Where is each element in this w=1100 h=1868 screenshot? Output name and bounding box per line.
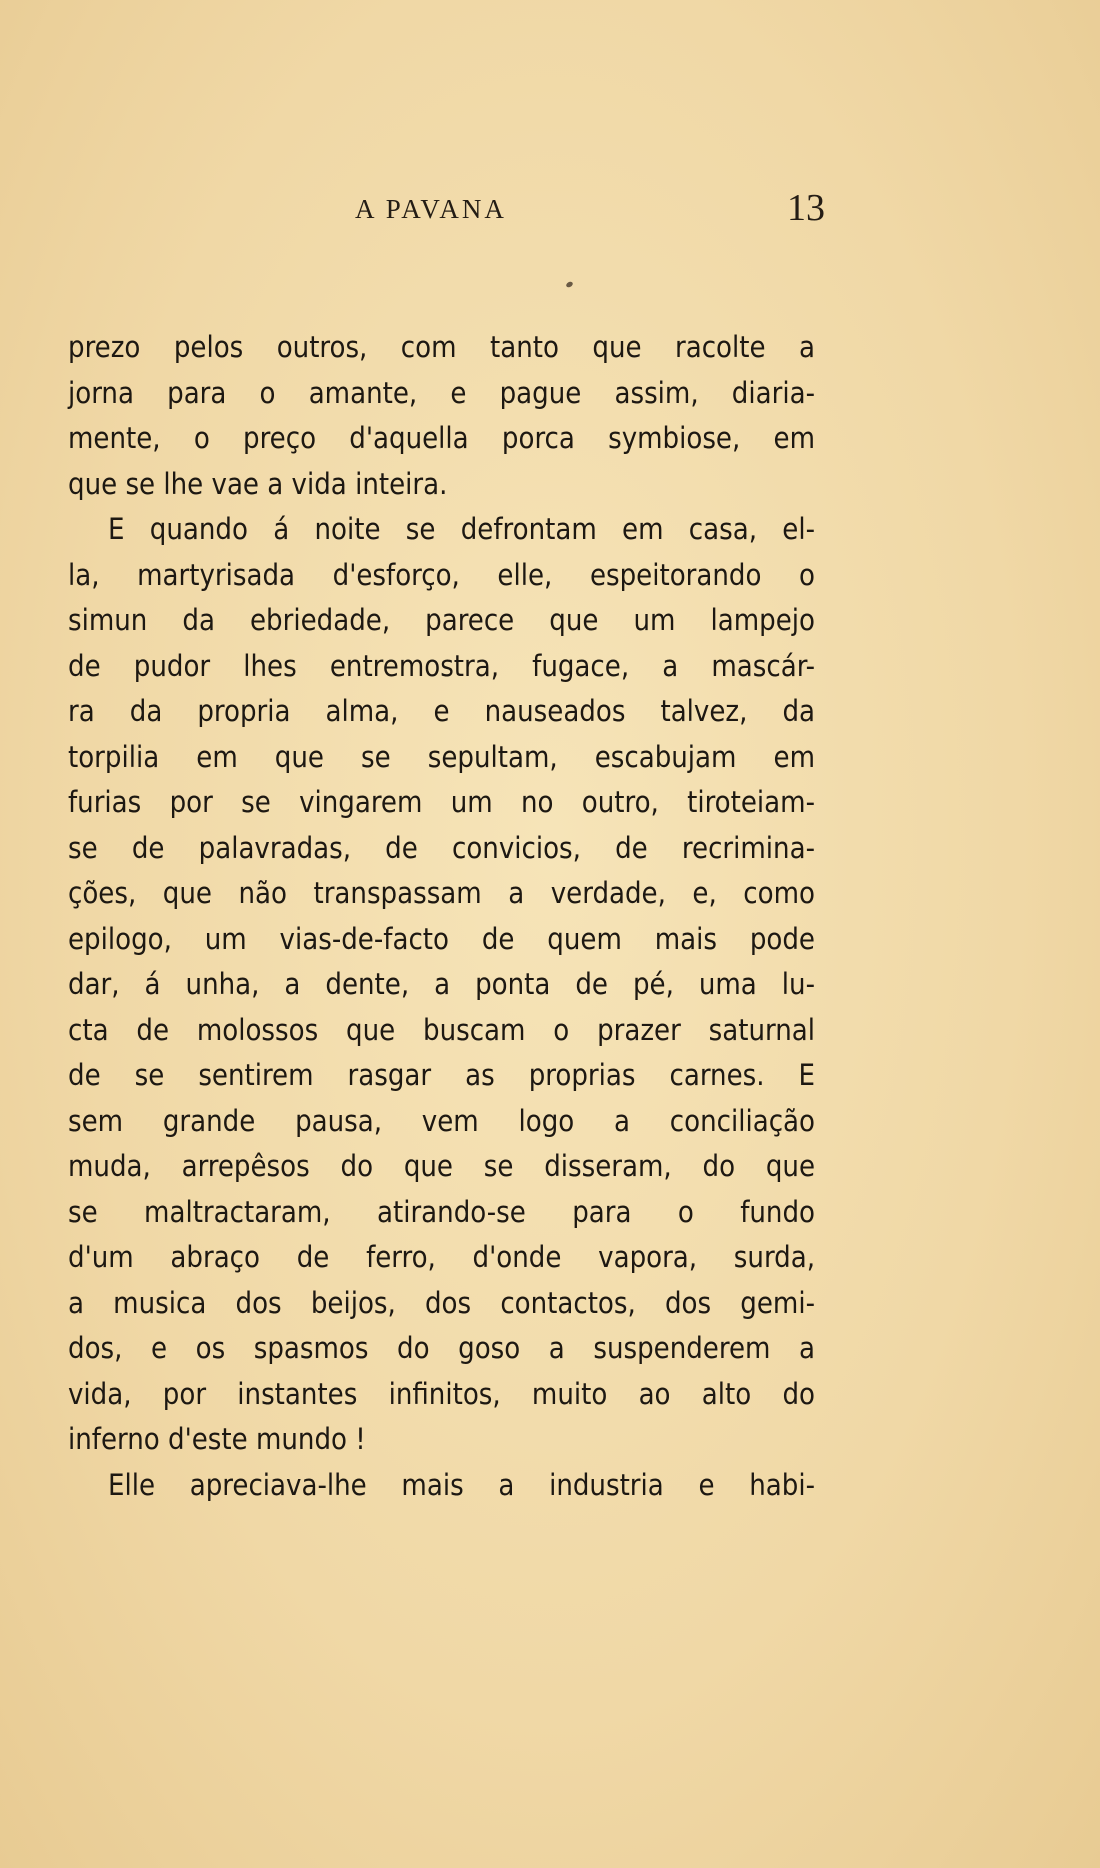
text-line: la, martyrisada d'esforço, elle, espeitorando o <box>68 557 815 592</box>
text-line: vida, por instantes infinitos, muito ao alto do <box>68 1376 815 1411</box>
text-line: epilogo, um vias-de-facto de quem mais pode <box>68 921 815 956</box>
text-line: se de palavradas, de convicios, de recrimina- <box>68 830 815 865</box>
page-header <box>355 186 825 236</box>
text-line: Elle apreciava-lhe mais a industria e habi- <box>108 1467 815 1502</box>
text-line: muda, arrepêsos do que se disseram, do que <box>68 1149 815 1183</box>
text-line: dos, e os spasmos do goso a suspenderem a <box>68 1331 815 1365</box>
running-head: A PAVANA <box>355 194 507 224</box>
text-line: ções, que não transpassam a verdade, e, como <box>68 876 815 910</box>
text-line: de pudor lhes entremostra, fugace, a mascár- <box>68 648 815 683</box>
text-line: ra da propria alma, e nauseados talvez, da <box>68 694 815 728</box>
text-line: dar, á unha, a dente, a ponta de pé, uma lu- <box>68 967 815 1001</box>
text-line: mente, o preço d'aquella porca symbiose, em <box>68 421 815 455</box>
text-line: furias por se vingarem um no outro, tiroteiam- <box>68 785 815 819</box>
text-line: E quando á noite se defrontam em casa, el- <box>108 512 815 546</box>
page-number: 13 <box>787 187 825 229</box>
text-line: prezo pelos outros, com tanto que racolte a <box>68 330 815 364</box>
text-line: a musica dos beijos, dos contactos, dos gemi- <box>68 1285 815 1320</box>
ink-speck-mark <box>565 281 574 289</box>
text-line: que se lhe vae a vida inteira. <box>68 466 448 501</box>
text-line: se maltractaram, atirando-se para o fundo <box>68 1194 815 1229</box>
text-line: simun da ebriedade, parece que um lampejo <box>68 603 815 637</box>
body-text <box>68 325 815 1508</box>
text-line: cta de molossos que buscam o prazer saturnal <box>68 1012 815 1047</box>
text-line: torpilia em que se sepultam, escabujam em <box>68 739 815 774</box>
text-line: jorna para o amante, e pague assim, diaria- <box>68 375 815 410</box>
text-line: inferno d'este mundo ! <box>68 1422 366 1456</box>
text-line: sem grande pausa, vem logo a conciliação <box>68 1103 815 1138</box>
text-line: d'um abraço de ferro, d'onde vapora, surda, <box>68 1240 815 1274</box>
text-line: de se sentirem rasgar as proprias carnes. E <box>68 1058 815 1092</box>
